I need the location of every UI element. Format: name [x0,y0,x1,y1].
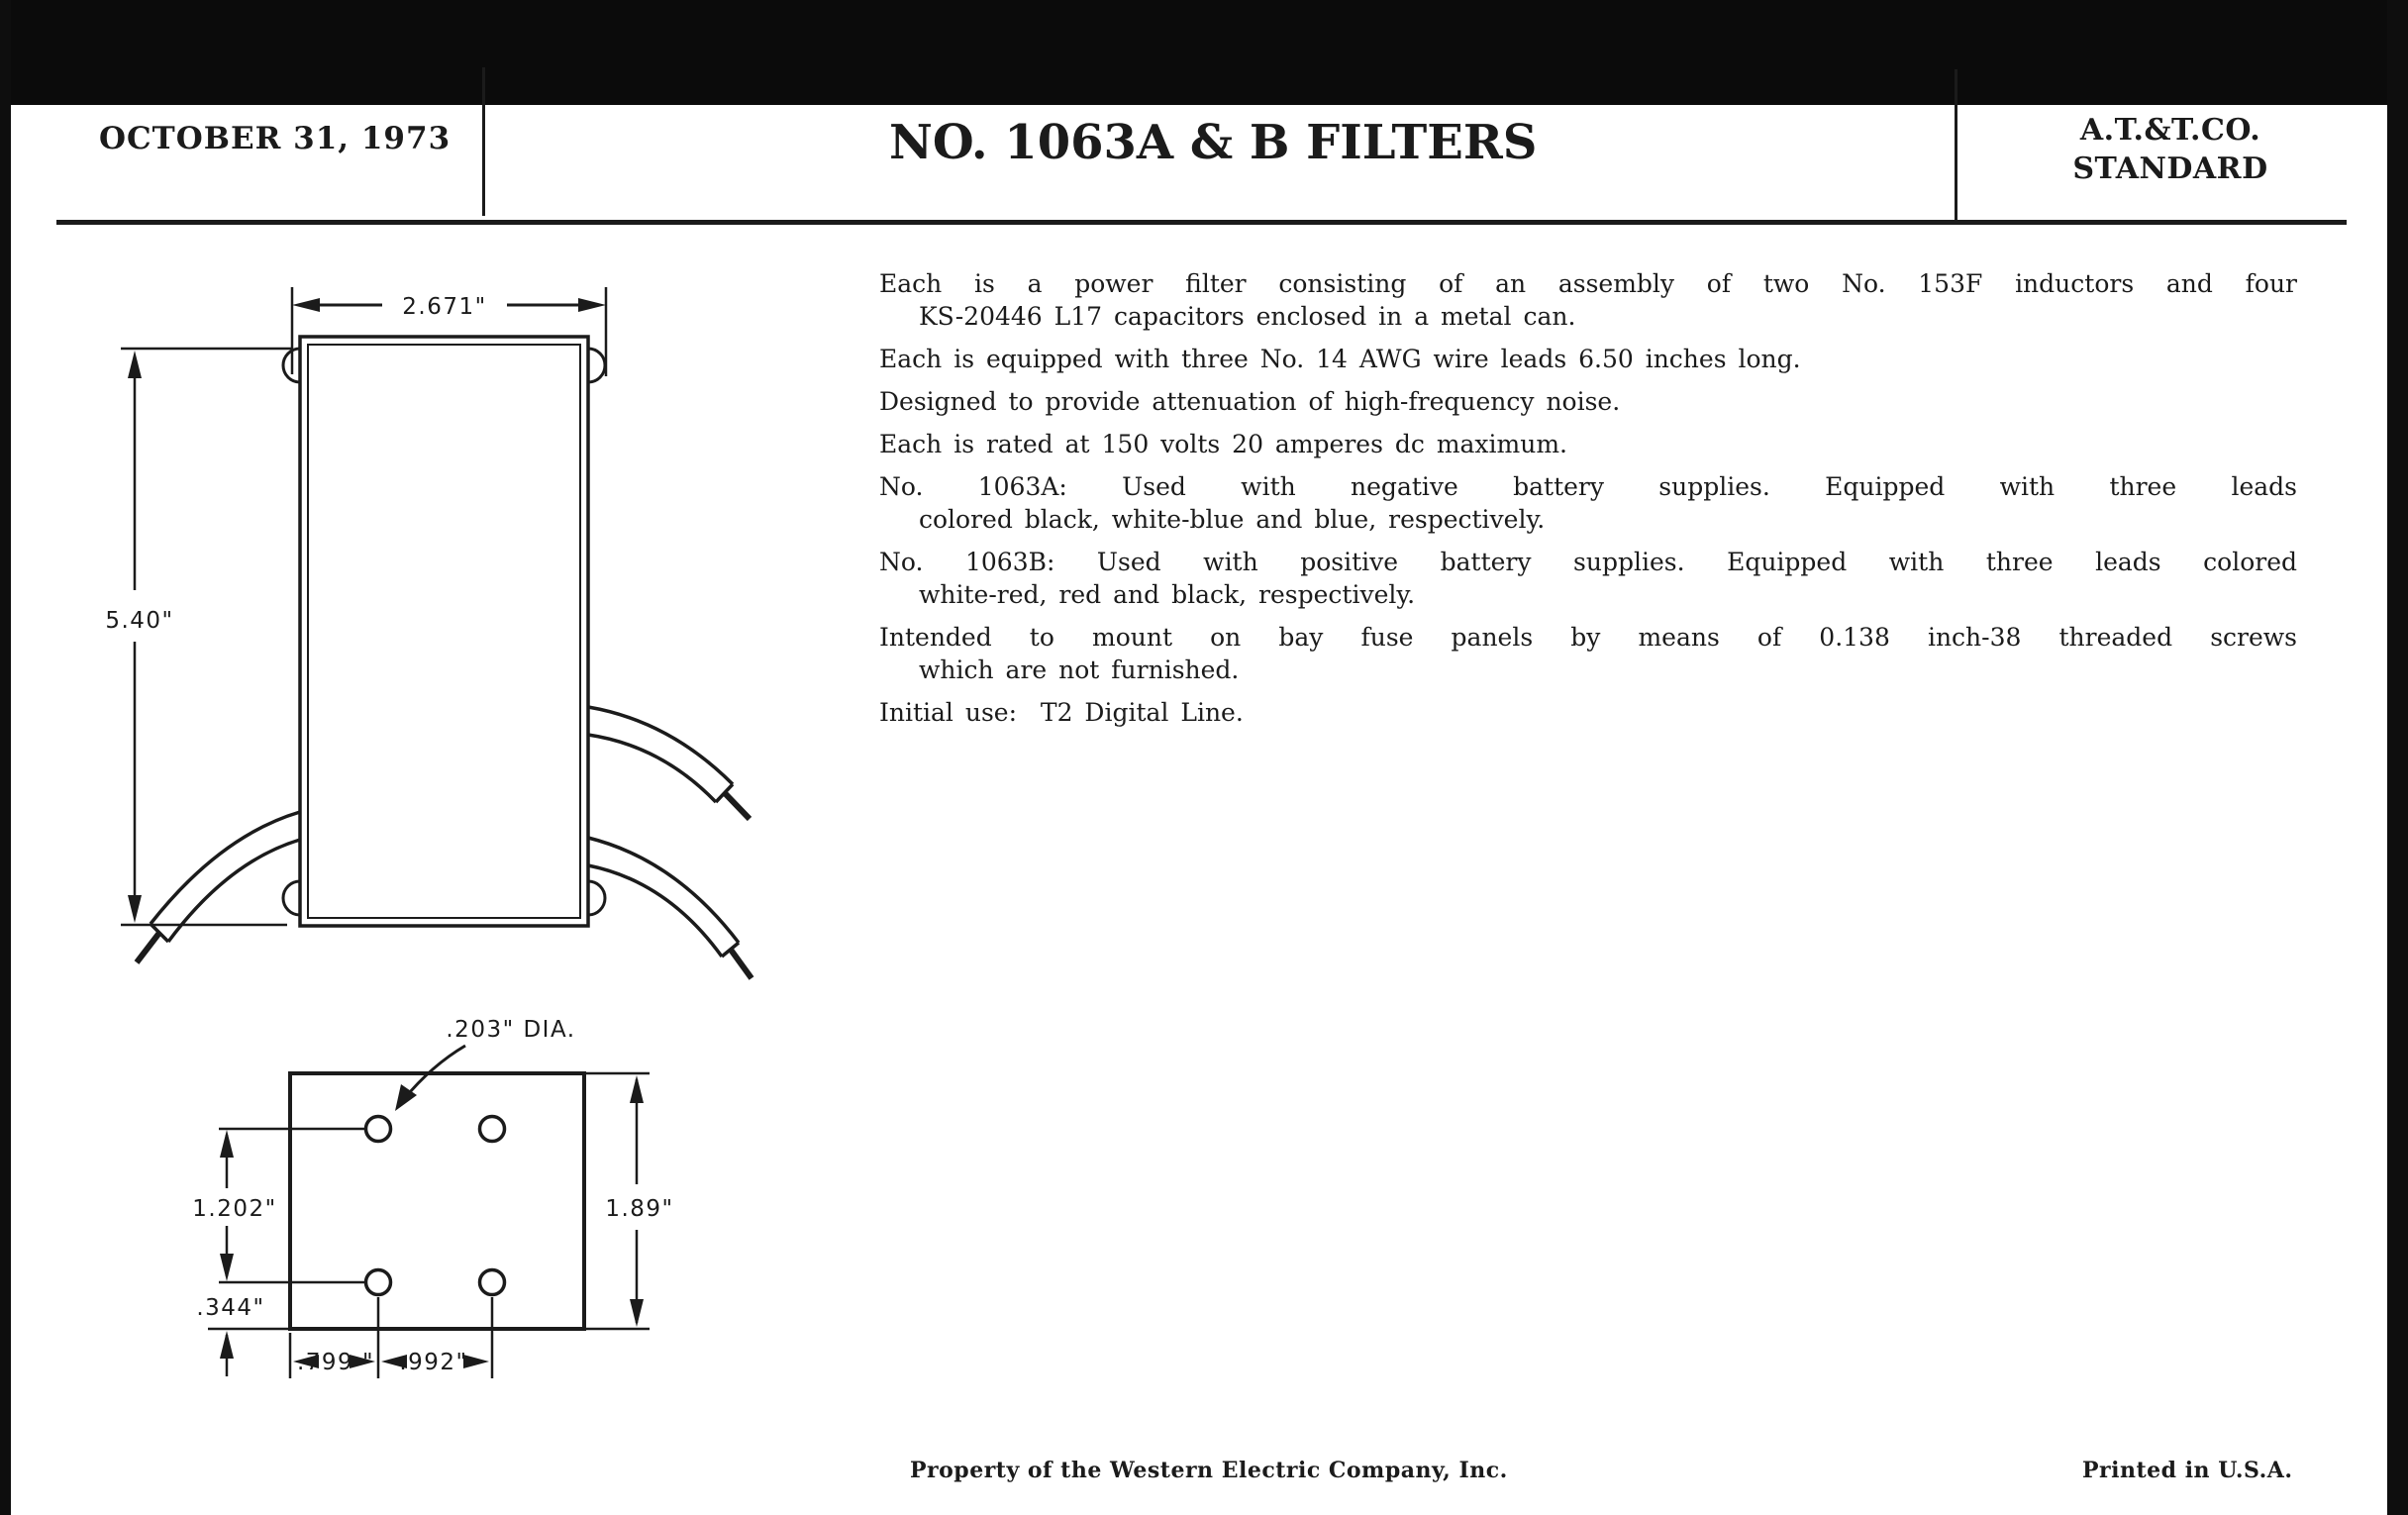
issue-date: OCTOBER 31, 1973 [99,121,452,156]
ear-tab [588,349,605,382]
left-offset-label: .799 " [296,1350,375,1375]
spec-line: No. 1063A: Used with negative battery supplies. Equipped with three leads [879,472,2297,501]
arrowhead [220,1254,234,1281]
mounting-hole [366,1117,391,1142]
spec-line: Each is rated at 150 volts 20 amperes dc maximum. [879,430,1567,458]
width-dimension [292,287,606,376]
mounting-hole [480,1117,505,1142]
bare-wire-tip [137,933,159,962]
spec-line: Each is a power filter consisting of an assembly of two No. 153F inductors and four [879,269,2297,298]
overall-height-label: 1.89" [605,1196,674,1222]
hole-diameter-callout [395,1017,576,1111]
arrowhead [578,298,606,312]
column-dimensions [290,1297,492,1378]
spec-line: No. 1063B: Used with positive battery supplies. Equipped with three leads colored [879,548,2297,576]
spec-line: colored black, white-blue and blue, respectively. [919,505,1546,534]
row-spacing-label: 1.202" [192,1196,277,1222]
can-front-view-drawing [105,287,752,978]
overall-height-dimension [586,1073,674,1329]
can-height-label: 5.40" [105,608,174,634]
arrowhead [292,298,320,312]
spec-line: Initial use: T2 Digital Line. [879,698,1244,727]
spec-line: Designed to provide attenuation of high-frequency noise. [879,387,1621,416]
bottom-offset-label: .344" [196,1295,265,1321]
mounting-hole [480,1270,505,1295]
arrowhead [128,895,142,923]
ear-tab [283,881,300,915]
mounting-face-outline [290,1073,584,1329]
spec-line: Each is equipped with three No. 14 AWG wire leads 6.50 inches long. [879,345,1801,373]
height-dimension [105,349,292,925]
mounting-hole [366,1270,391,1295]
spec-line: white-red, red and black, respectively. [919,580,1416,609]
arrowhead [630,1299,644,1327]
hole-dia-label: .203" DIA. [446,1017,576,1043]
spec-line: KS-20446 L17 capacitors enclosed in a metal can. [919,302,1576,331]
footer-property-notice: Property of the Western Electric Company, Inc. [910,1458,1508,1483]
spec-line: which are not furnished. [919,656,1240,684]
spec-line: Intended to mount on bay fuse panels by means of 0.138 inch-38 threaded screws [879,623,2297,652]
ear-tab [588,881,605,915]
org-name: A.T.&T.CO. [2079,113,2261,148]
can-width-label: 2.671" [402,294,487,320]
footer-printed-in: Printed in U.S.A. [2082,1458,2293,1483]
wire-leads [137,707,752,978]
row-spacing-dimension [192,1129,364,1282]
arrowhead [220,1130,234,1158]
mounting-hole-pattern-drawing [192,1017,673,1378]
filter-can-outline [283,337,605,926]
bare-wire-tip [731,950,752,978]
bare-wire-tip [725,793,750,819]
arrowhead [220,1331,234,1359]
bottom-offset-dimension [196,1295,288,1376]
arrowhead [630,1075,644,1103]
arrowhead [128,351,142,378]
col-spacing-label: .992" [399,1350,468,1375]
page-title: NO. 1063A & B FILTERS [889,115,1538,170]
org-standard: STANDARD [2072,152,2268,186]
